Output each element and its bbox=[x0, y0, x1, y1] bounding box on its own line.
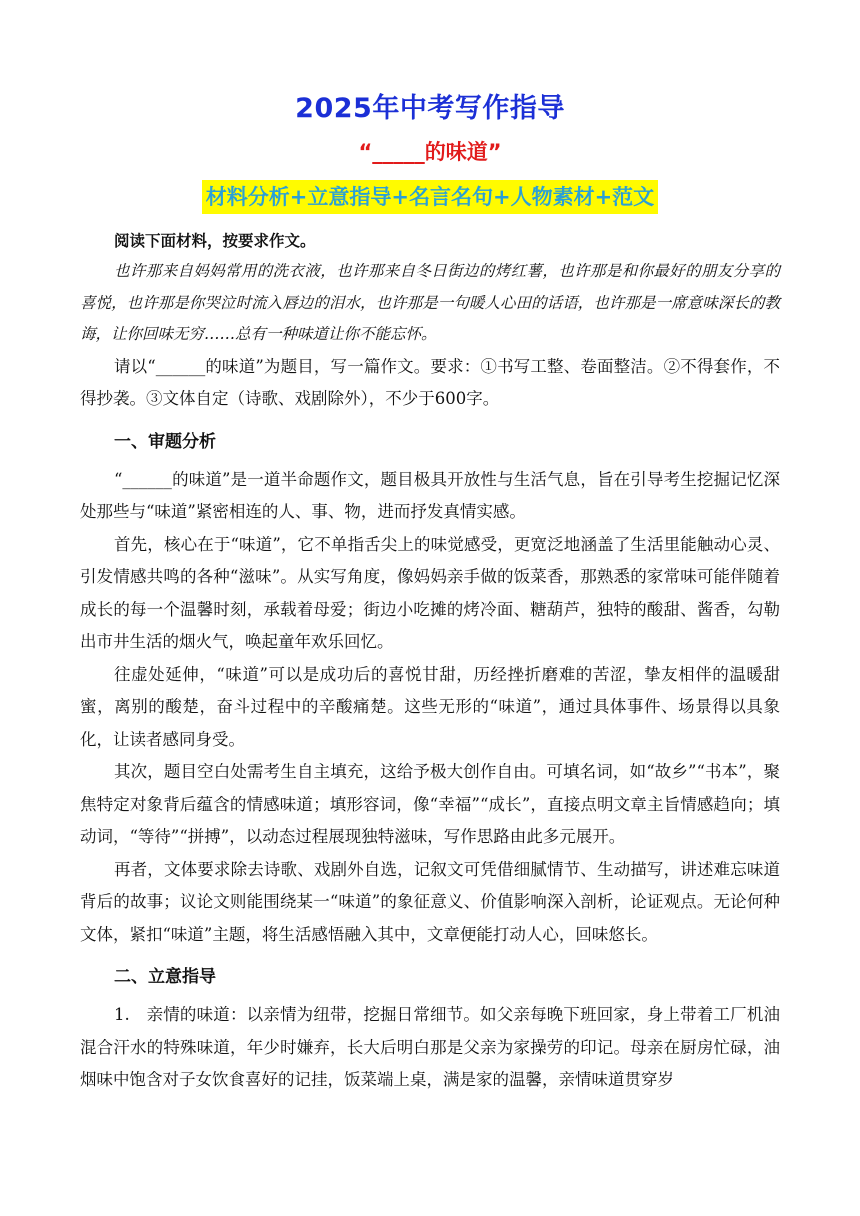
analysis-paragraph: 其次，题目空白处需考生自主填充，这给予极大创作自由。可填名词，如“故乡”“书本”，聚焦特定对象背后蕴含的情感味道；填形容词，像“幸福”“成长”，直接点明文章主旨情感趋向；填动词，“等待”“拼搏”，以动态过程展现独特滋味，写作思路由此多元展开。 bbox=[80, 762, 780, 846]
analysis-paragraph: 首先，核心在于“味道”，它不单指舌尖上的味觉感受，更宽泛地涵盖了生活里能触动心灵、引发情感共鸣的各种“滋味”。从实写角度，像妈妈亲手做的饭菜香，那熟悉的家常味可能伴随着成长的每一个温馨时刻，承载着母爱；街边小吃摊的烤冷面、糖葫芦，独特的酸甜、酱香，勾勒出市井生活的烟火气，唤起童年欢乐回忆。 bbox=[80, 534, 780, 651]
essay-topic-subtitle: “_____的味道” bbox=[358, 140, 502, 164]
analysis-paragraph: 再者，文体要求除去诗歌、戏剧外自选，记叙文可凭借细腻情节、生动描写，讲述难忘味道背后的故事；议论文则能围绕某一“味道”的象征意义、价值影响深入剖析，论证观点。无论何种文体，紧扣“味道”主题，将生活感悟融入其中，文章便能打动人心，回味悠长。 bbox=[80, 859, 780, 944]
section-heading-analysis: 一、审题分析 bbox=[114, 431, 216, 452]
contents-banner: 材料分析+立意指导+名言名句+人物素材+范文 bbox=[202, 180, 658, 214]
instruction-lead: 阅读下面材料，按要求作文。 bbox=[114, 232, 316, 250]
material-text: 也许那来自妈妈常用的洗衣液，也许那来自冬日街边的烤红薯，也许那是和你最好的朋友分享的喜悦，也许那是你哭泣时流入唇边的泪水，也许那是一句暖人心田的话语，也许那是一席意味深长的教诲，让你回味无穷……总有一种味道让你不能忘怀。 bbox=[80, 262, 780, 343]
guidance-paragraph: 1. 亲情的味道：以亲情为纽带，挖掘日常细节。如父亲每晚下班回家，身上带着工厂机油混合汗水的特殊味道，年少时嫌弃，长大后明白那是父亲为家操劳的印记。母亲在厨房忙碌，油烟味中饱含对子女饮食喜好的记挂，饭菜端上桌，满是家的温馨，亲情味道贯穿岁 bbox=[80, 1005, 780, 1089]
analysis-paragraph: “______的味道”是一道半命题作文，题目极具开放性与生活气息，旨在引导考生挖掘记忆深处那些与“味道”紧密相连的人、事、物，进而抒发真情实感。 bbox=[80, 469, 780, 521]
document-body bbox=[80, 226, 780, 1097]
document-title: 2025年中考写作指导 bbox=[295, 93, 565, 124]
banner-container bbox=[0, 180, 860, 214]
requirement-text: 请以“______的味道”为题目，写一篇作文。要求：①书写工整、卷面整洁。②不得套作，不得抄袭。③文体自定（诗歌、戏剧除外），不少于600字。 bbox=[80, 356, 780, 408]
section-heading-guidance: 二、立意指导 bbox=[114, 967, 216, 987]
analysis-paragraph: 往虚处延伸，“味道”可以是成功后的喜悦甘甜，历经挫折磨难的苦涩，挚友相伴的温暖甜蜜，离别的酸楚，奋斗过程中的辛酸痛楚。这些无形的“味道”，通过具体事件、场景得以具象化，让读者感同身受。 bbox=[80, 664, 780, 749]
